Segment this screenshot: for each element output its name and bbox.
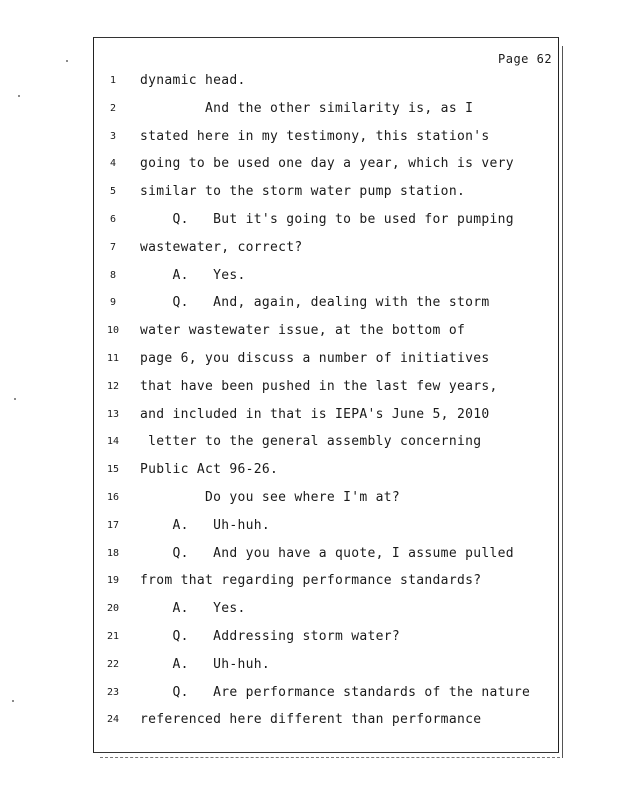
line-text: A. Yes. — [140, 601, 246, 617]
line-number: 20 — [106, 603, 120, 615]
line-text: and included in that is IEPA's June 5, 2010 — [140, 406, 490, 422]
transcript-line — [0, 349, 618, 369]
transcript-line — [0, 377, 618, 397]
transcript-line — [0, 571, 618, 591]
line-text: Public Act 96-26. — [140, 462, 279, 478]
transcript-line — [0, 460, 618, 480]
line-text: referenced here different than performance — [140, 712, 482, 728]
line-text: page 6, you discuss a number of initiatives — [140, 351, 490, 366]
line-number: 4 — [109, 158, 117, 170]
line-text: similar to the storm water pump station. — [140, 184, 466, 200]
line-text: stated here in my testimony, this station's — [140, 128, 490, 144]
line-text: water wastewater issue, at the bottom of — [140, 323, 466, 339]
scan-speck — [66, 60, 68, 62]
transcript-line — [0, 516, 618, 536]
transcript-line — [0, 99, 618, 119]
line-text: dynamic head. — [140, 73, 246, 88]
transcript-line — [0, 182, 618, 202]
transcript-line — [0, 627, 618, 647]
scan-speck — [18, 95, 20, 97]
line-number: 15 — [106, 464, 120, 476]
transcript-line — [0, 488, 618, 508]
transcript-line — [0, 154, 618, 174]
line-number: 23 — [106, 686, 120, 698]
line-text: Q. Addressing storm water? — [140, 629, 401, 644]
transcript-line — [0, 710, 618, 730]
line-number: 10 — [106, 325, 120, 337]
transcript-line — [0, 238, 618, 258]
line-text: going to be used one day a year, which is very — [140, 156, 514, 172]
transcript-line — [0, 210, 618, 230]
line-number: 8 — [109, 269, 117, 281]
line-text: A. Uh-huh. — [140, 656, 271, 672]
line-number: 3 — [109, 130, 117, 142]
line-text: And the other similarity is, as I — [140, 100, 474, 116]
line-number: 5 — [109, 186, 117, 198]
line-number: 18 — [106, 547, 120, 559]
line-text: Q. But it's going to be used for pumping — [140, 212, 514, 227]
page-number: Page 62 — [498, 52, 553, 66]
line-number: 6 — [109, 214, 117, 225]
line-number: 9 — [109, 297, 117, 309]
transcript-line — [0, 321, 618, 341]
line-number: 19 — [106, 575, 120, 587]
transcript-line — [0, 599, 618, 619]
scan-speck — [12, 700, 14, 702]
line-number: 1 — [109, 75, 117, 86]
line-text: that have been pushed in the last few years, — [140, 378, 498, 394]
line-number: 12 — [106, 380, 120, 392]
line-text: letter to the general assembly concerning — [140, 434, 482, 450]
line-text: wastewater, correct? — [140, 239, 303, 255]
line-text: A. Uh-huh. — [140, 517, 271, 533]
transcript-line — [0, 544, 618, 564]
line-number: 13 — [106, 408, 120, 420]
transcript-line — [0, 655, 618, 675]
transcript-line — [0, 683, 618, 703]
line-number: 22 — [106, 658, 120, 670]
line-number: 7 — [109, 241, 117, 253]
line-text: from that regarding performance standards? — [140, 573, 482, 589]
transcript-line — [0, 127, 618, 147]
line-text: Q. And you have a quote, I assume pulled — [140, 545, 514, 561]
line-number: 17 — [106, 519, 120, 531]
line-text: Q. Are performance standards of the nature — [140, 684, 531, 700]
line-number: 24 — [106, 714, 120, 726]
scan-speck — [14, 398, 16, 400]
transcript-line — [0, 405, 618, 425]
line-number: 2 — [109, 102, 117, 114]
transcript-line — [0, 266, 618, 286]
page-edge — [100, 757, 560, 758]
line-number: 16 — [106, 492, 120, 503]
line-number: 21 — [106, 631, 120, 642]
line-text: A. Yes. — [140, 267, 246, 283]
transcript-line — [0, 71, 618, 91]
transcript-line — [0, 432, 618, 452]
line-text: Do you see where I'm at? — [140, 490, 401, 505]
line-number: 11 — [106, 353, 120, 364]
line-number: 14 — [106, 436, 120, 448]
transcript-line — [0, 293, 618, 313]
line-text: Q. And, again, dealing with the storm — [140, 295, 490, 311]
